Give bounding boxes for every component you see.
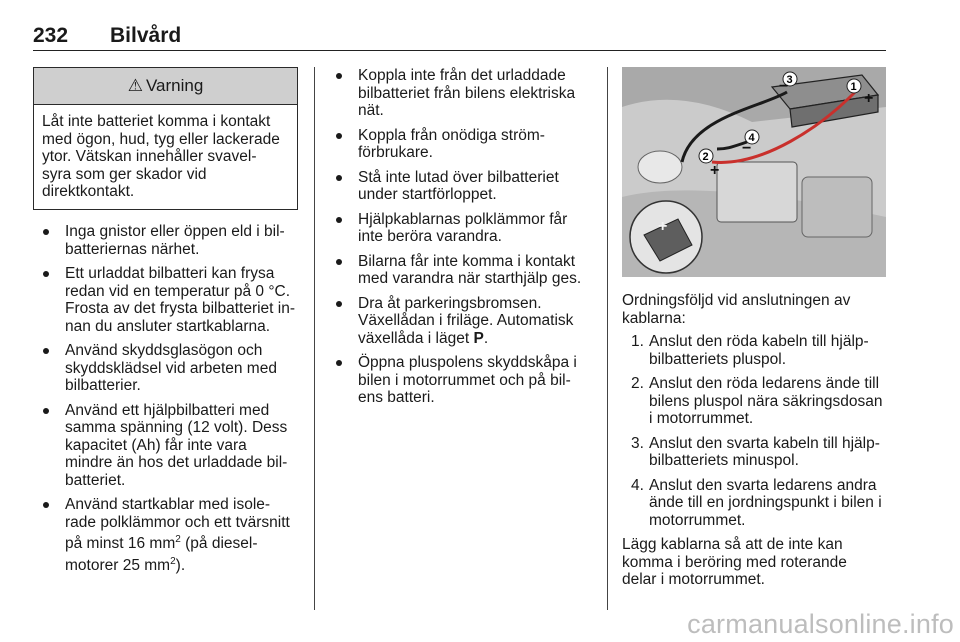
list-item: Ett urladdat bilbatteri kan frysa redan vid en temperatur på 0 °C. Frosta av det frysta bilbatteriet in- nan du ansluter startkablarna. bbox=[33, 265, 305, 335]
list-item: Inga gnistor eller öppen eld i bil- batteriernas närhet. bbox=[33, 223, 305, 258]
bullet-list-2 bbox=[326, 67, 602, 407]
list-item: 3. Anslut den svarta kabeln till hjälp- bilbatteriets minuspol. bbox=[631, 434, 880, 469]
bullet-list-1 bbox=[33, 223, 305, 574]
warning-triangle-icon: ⚠ bbox=[127, 76, 143, 95]
list-item: Använd skyddsglasögon och skyddsklädsel vid arbeten med bilbatterier. bbox=[33, 342, 305, 395]
minus-sign: − bbox=[779, 78, 789, 95]
warning-line: syra som ger skador vid bbox=[42, 165, 207, 183]
column-divider-2 bbox=[607, 67, 608, 610]
list-item: Använd ett hjälpbilbatteri med samma spänning (12 volt). Dess kapacitet (Ah) får inte vara mindre än hos det urladdade bil- batteriet. bbox=[33, 402, 305, 490]
list-item: Koppla inte från det urladdade bilbatteriet från bilens elektriska nät. bbox=[326, 67, 602, 120]
plus-sign: + bbox=[658, 218, 668, 235]
list-item: Hjälpkablarnas polklämmor får inte beröra varandra. bbox=[326, 211, 602, 246]
page-number: 232 bbox=[33, 24, 69, 47]
warning-line: direktkontakt. bbox=[42, 183, 135, 201]
warning-line: Låt inte batteriet komma i kontakt bbox=[42, 113, 271, 130]
callout-3: 3 bbox=[786, 74, 793, 86]
list-item: Använd startkablar med isole- rade polklämmor och ett tvärsnitt på minst 16 $mm^2$ (på diesel- motorer 25 $mm^2$). bbox=[33, 496, 305, 574]
plus-sign: + bbox=[710, 162, 720, 179]
warning-line: med ögon, hud, tyg eller lackerade bbox=[42, 130, 280, 148]
warning-title: Varning bbox=[145, 76, 204, 95]
column-2 bbox=[326, 67, 602, 414]
list-item: 4. Anslut den svarta ledarens andra ände till en jordningspunkt i bilen i motorrummet. bbox=[631, 476, 882, 529]
order-intro: Ordningsföljd vid anslutningen av kablarna: bbox=[622, 292, 851, 327]
column-divider-1 bbox=[314, 67, 315, 610]
column-3 bbox=[622, 292, 892, 589]
chapter-title: Bilvård bbox=[110, 24, 182, 47]
list-item: Öppna pluspolens skyddskåpa i bilen i motorrummet och på bil- ens batteri. bbox=[326, 354, 602, 407]
list-item: Koppla från onödiga ström- förbrukare. bbox=[326, 127, 602, 162]
callout-2: 2 bbox=[702, 151, 709, 163]
minus-sign: − bbox=[742, 140, 752, 157]
warning-text bbox=[34, 105, 297, 201]
list-item: 2. Anslut den röda ledarens ände till bilens pluspol nära säkringsdosan i motorrummet. bbox=[631, 375, 883, 427]
column-1 bbox=[33, 223, 305, 581]
jump-start-illustration bbox=[622, 67, 886, 277]
steps-list bbox=[622, 333, 892, 529]
page-header bbox=[33, 24, 886, 51]
engine-bay-drawing bbox=[622, 67, 886, 277]
closing-text: Lägg kablarna så att de inte kan komma i beröring med roterande delar i motorrummet. bbox=[622, 536, 847, 588]
warning-header bbox=[34, 68, 297, 105]
watermark: carmanualsonline.info bbox=[687, 609, 954, 639]
list-item: Bilarna får inte komma i kontakt med varandra när starthjälp ges. bbox=[326, 253, 602, 288]
list-item: Dra åt parkeringsbromsen. Växellådan i friläge. Automatisk växellåda i läget P. bbox=[326, 295, 602, 348]
warning-box bbox=[33, 67, 298, 210]
warning-line: ytor. Vätskan innehåller svavel- bbox=[42, 148, 257, 166]
callout-4: 4 bbox=[748, 132, 755, 144]
list-item: 1. Anslut den röda kabeln till hjälp- bilbatteriets pluspol. bbox=[631, 333, 869, 368]
list-item: Stå inte lutad över bilbatteriet under startförloppet. bbox=[326, 169, 602, 204]
callout-1: 1 bbox=[850, 81, 857, 93]
plus-sign: + bbox=[864, 90, 874, 107]
